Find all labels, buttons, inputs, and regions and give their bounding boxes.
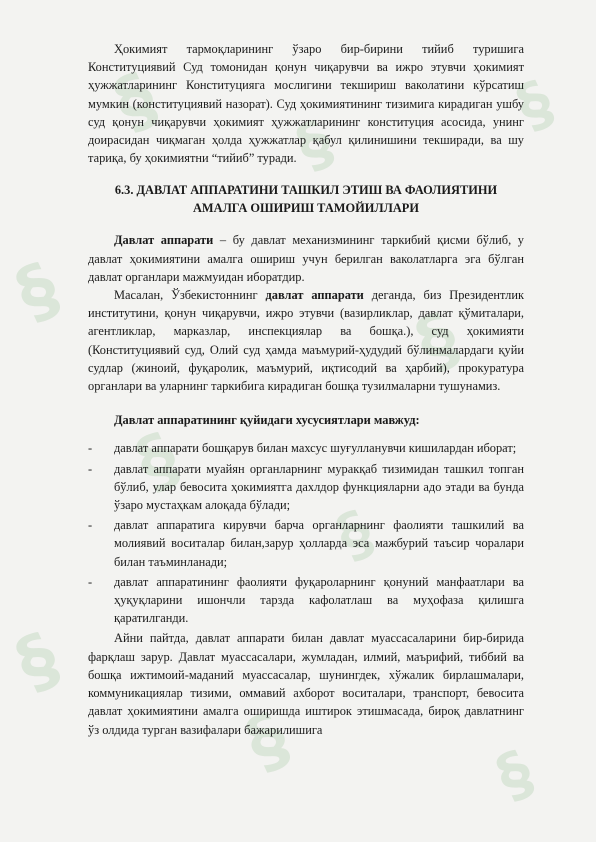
list-item-text: давлат аппаратининг фаолияти фуқароларнинг қонуний манфаатлари ва ҳуқуқларини ишончли тарзда кафолатлаш ва муҳофаза қилишга қаратилганди.: [114, 574, 524, 626]
watermark-mark: §: [486, 736, 544, 814]
body-paragraph: [88, 231, 524, 286]
paragraph-text: Масалан, Ўзбекистоннинг: [114, 288, 266, 303]
paragraph-text: – бу давлат механизмининг таркибий қисми бўлиб, у давлат ҳокимиятини амалга ошириш учун берилган ваколатларга эга бўлган давлат органлари мажмуидан иборатдир.: [88, 233, 524, 284]
term-bold: давлат аппарати: [265, 288, 364, 303]
dash-marker: -: [88, 441, 93, 456]
watermark-mark: §: [286, 106, 344, 184]
paragraph-text: деганда, биз Президентлик институтини, қонун чиқарувчи, ижро этувчи (вазирликлар, давлат қўмиталари, агентликлар, марказлар, инспекциялар ва бошқа.), суд ҳокимияти (Конституциявий суд, Олий суд ҳамда маъмурий-ҳудудий бўлинмалардаги қуйи судлар (жиноий, фуқаролик, маъмурий, иқтисодий ва ҳарбий), прокуратура органлари ва уларнинг таркибига кирадиган бошқа тузилмаларни тушунамиз.: [88, 288, 524, 394]
list-item-text: давлат аппарати бошқарув билан махсус шуғулланувчи кишилардан иборат;: [114, 441, 517, 456]
list-item: [88, 460, 524, 515]
watermark-mark: §: [326, 496, 384, 574]
list-item: [88, 516, 524, 571]
body-paragraph: [88, 286, 524, 395]
body-paragraph: Айни пайтда, давлат аппарати билан давлат муассасаларини бир-бирида фарқлаш зарур. Давлат муассасалари, жумладан, илмий, маърифий, тиббий ва бошқа ижтимоий-маданий муассасалар, шунингдек, хўжалик бирлашмалари, коммуникациялар тизими, оммавий ахборот воситалари, транспорт, бевосита давлат ҳокимиятини амалга оширишда иштирок этишмасада, бироқ давлатнинг ўз олдида турган вазифалари бажарилишига: [88, 631, 524, 737]
watermark-mark: §: [404, 296, 471, 386]
list-item-text: давлат аппарати муайян органларнинг муракқаб тизимидан ташкил топган бўлиб, улар бевосита ҳокимиятга дахлдор функцияларни адо этади ва бунда ўзаро мустаҳкам алоқада бўлади;: [114, 461, 524, 513]
dash-marker: -: [88, 574, 93, 589]
document-page: [88, 40, 524, 739]
features-list: [88, 439, 524, 627]
list-item: [88, 439, 524, 457]
term-bold: Давлат аппарати: [114, 233, 214, 248]
dash-marker: -: [88, 518, 93, 533]
body-paragraph: Ҳокимият тармоқларининг ўзаро бир-бирини тийиб туришига Конституциявий Суд томонидан қонун чиқарувчи ва ижро этувчи ҳокимият ҳужжатларининг Конституцияга мослигини текшириш ваколатини кўрсатиш мумкин (конституциявий назорат). Суд ҳокимиятининг тизимига кирадиган ушбу суд қонун чиқарувчи ҳокимият ҳужжатларининг конституция асосида, унинг доирасидан чиқмаган ҳолда ҳужжатлар қабул қилинишини текширади, ва шу тариқа, бу ҳокимиятни “тийиб” туради.: [88, 42, 524, 166]
list-item: [88, 573, 524, 628]
watermark-mark: §: [4, 246, 71, 336]
watermark-mark: §: [506, 66, 564, 144]
features-heading: Давлат аппаратининг қуйидаги хусусиятлари мавжуд:: [114, 413, 420, 428]
watermark-mark: §: [234, 696, 301, 786]
watermark-mark: §: [124, 416, 191, 506]
list-item-text: давлат аппаратига кирувчи барча органларнинг фаолияти ташкилий ва молиявий воситалар билан,зарур ҳолларда эса мажбурий таъсир чоралари билан таъминланади;: [114, 518, 524, 569]
dash-marker: -: [88, 461, 93, 476]
watermark-mark: §: [4, 616, 71, 706]
watermark-mark: §: [102, 56, 169, 146]
section-heading: 6.3. ДАВЛАТ АППАРАТИНИ ТАШКИЛ ЭТИШ ВА ФАОЛИЯТИНИ АМАЛГА ОШИРИШ ТАМОЙИЛЛАРИ: [114, 183, 498, 216]
